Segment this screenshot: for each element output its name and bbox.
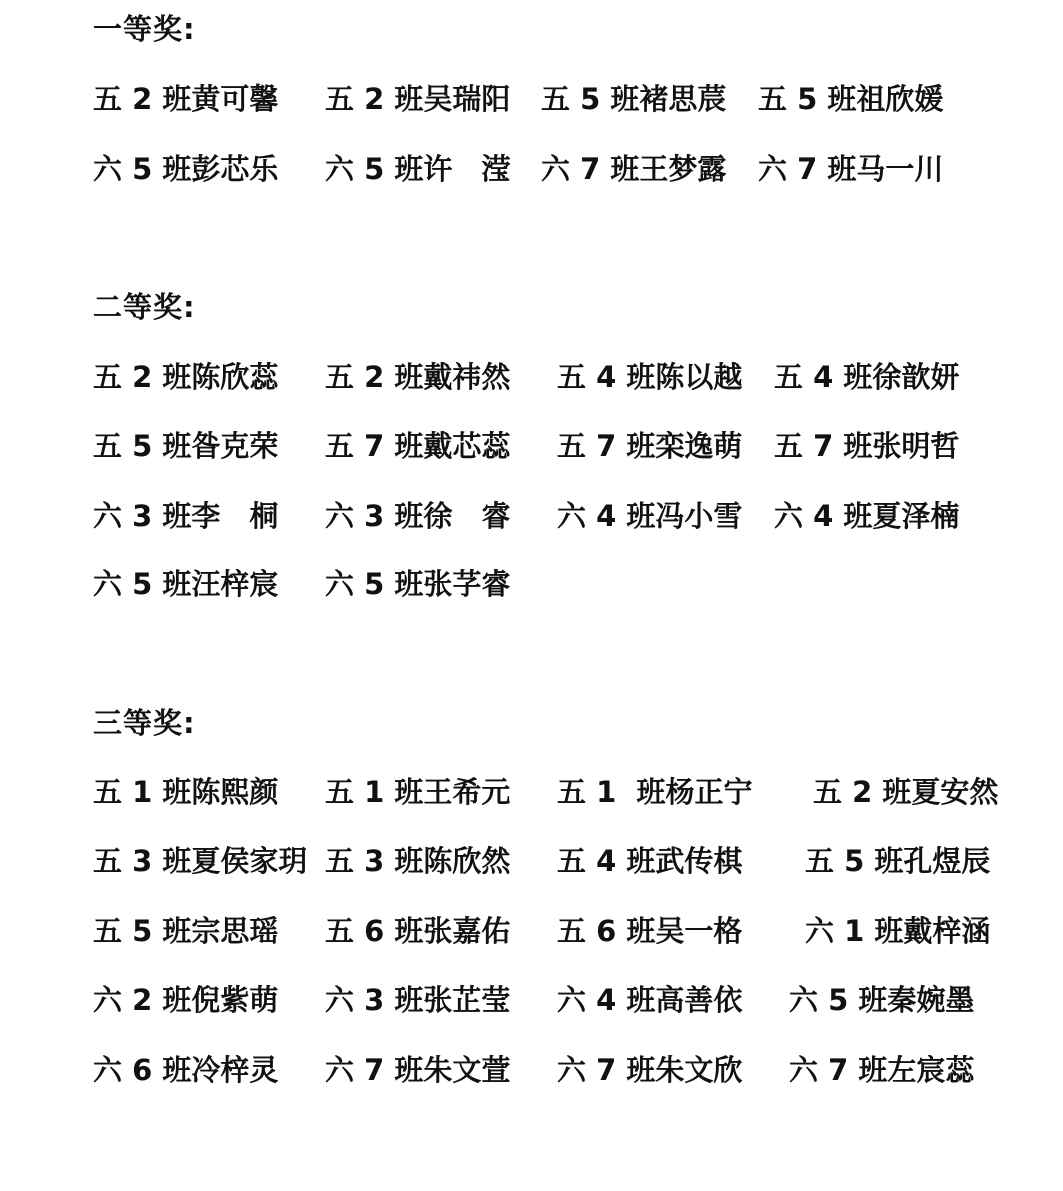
first-prize-heading: 一等奖: xyxy=(93,12,196,46)
third-prize-heading: 三等奖: xyxy=(93,706,196,740)
list-item: 五 5 班宗思瑶 xyxy=(93,914,279,948)
list-item: 五 1 班杨正宁 xyxy=(557,775,753,809)
list-item: 五 4 班徐歆妍 xyxy=(774,360,960,394)
list-item: 五 6 班吴一格 xyxy=(557,914,743,948)
second-prize-heading: 二等奖: xyxy=(93,290,196,324)
list-item: 五 1 班陈熙颜 xyxy=(93,775,279,809)
list-item: 六 3 班张芷莹 xyxy=(325,983,511,1017)
list-item: 五 1 班王希元 xyxy=(325,775,511,809)
list-item: 五 7 班栾逸萌 xyxy=(557,429,743,463)
list-item: 六 4 班冯小雪 xyxy=(557,499,743,533)
list-item: 五 3 班陈欣然 xyxy=(325,844,511,878)
list-item: 五 5 班孔煜辰 xyxy=(805,844,991,878)
list-item: 六 2 班倪紫萌 xyxy=(93,983,279,1017)
list-item: 五 7 班戴芯蕊 xyxy=(325,429,511,463)
list-item: 六 5 班汪梓宸 xyxy=(93,567,279,601)
list-item: 五 2 班夏安然 xyxy=(813,775,999,809)
list-item: 五 2 班陈欣蕊 xyxy=(93,360,279,394)
list-item: 五 7 班张明哲 xyxy=(774,429,960,463)
list-item: 六 7 班左宸蕊 xyxy=(789,1053,975,1087)
list-item: 五 5 班褚思莀 xyxy=(541,82,727,116)
list-item: 六 3 班李 桐 xyxy=(93,499,279,533)
list-item: 六 5 班许 滢 xyxy=(325,152,511,186)
list-item: 六 4 班高善依 xyxy=(557,983,743,1017)
list-item: 六 7 班朱文萱 xyxy=(325,1053,511,1087)
list-item: 六 7 班朱文欣 xyxy=(557,1053,743,1087)
list-item: 六 7 班王梦露 xyxy=(541,152,727,186)
list-item: 五 6 班张嘉佑 xyxy=(325,914,511,948)
list-item: 五 2 班吴瑞阳 xyxy=(325,82,511,116)
list-item: 五 4 班武传棋 xyxy=(557,844,743,878)
list-item: 六 5 班彭芯乐 xyxy=(93,152,279,186)
list-item: 五 2 班戴祎然 xyxy=(325,360,511,394)
list-item: 五 5 班昝克荣 xyxy=(93,429,279,463)
list-item: 六 7 班马一川 xyxy=(758,152,944,186)
list-item: 六 6 班冷梓灵 xyxy=(93,1053,279,1087)
list-item: 五 2 班黄可馨 xyxy=(93,82,279,116)
list-item: 五 5 班祖欣媛 xyxy=(758,82,944,116)
list-item: 五 4 班陈以越 xyxy=(557,360,743,394)
list-item: 六 3 班徐 睿 xyxy=(325,499,511,533)
list-item: 六 4 班夏泽楠 xyxy=(774,499,960,533)
list-item: 五 3 班夏侯家玥 xyxy=(93,844,308,878)
list-item: 六 1 班戴梓涵 xyxy=(805,914,991,948)
list-item: 六 5 班张芓睿 xyxy=(325,567,511,601)
list-item: 六 5 班秦婉墨 xyxy=(789,983,975,1017)
